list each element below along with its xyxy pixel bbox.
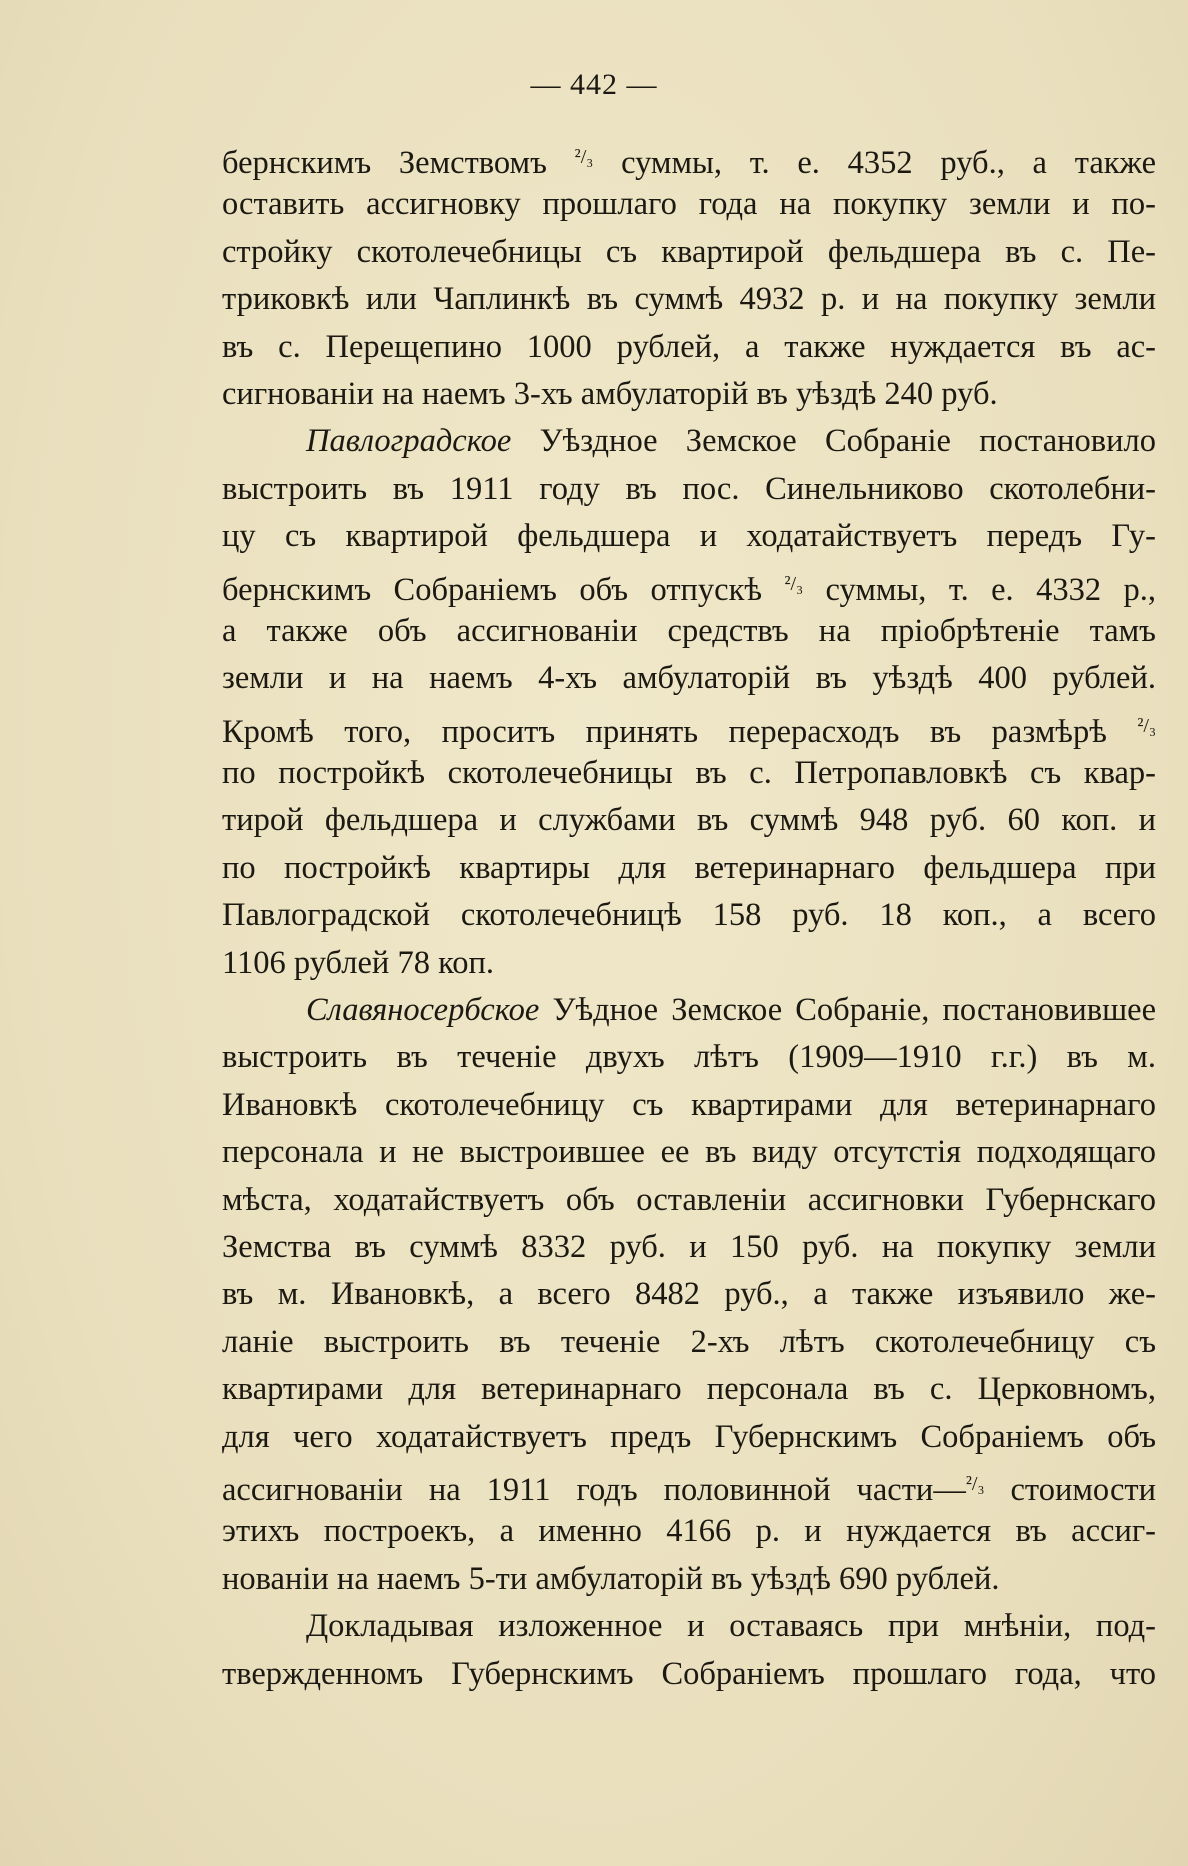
text-run: 1106 рублей 78 коп. <box>222 944 494 981</box>
text-run: нованіи на наемъ 5-ти амбулаторій въ уѣздѣ 690 рублей. <box>222 1560 1000 1597</box>
text-line <box>222 1603 1156 1650</box>
text-run: бернскимъ Земствомъ <box>222 145 575 182</box>
text-line <box>222 561 1156 608</box>
text-run: стоимости <box>984 1472 1156 1508</box>
text-line <box>222 371 1156 418</box>
text-run: суммы, т. е. 4352 руб., а также <box>593 145 1156 182</box>
text-line <box>222 276 1156 323</box>
text-line <box>222 1034 1156 1081</box>
text-run: въ м. Ивановкѣ, а всего 8482 руб., а также изъявило же- <box>222 1276 1156 1313</box>
text-run: цу съ квартирой фельдшера и ходатайствуетъ передъ Гу- <box>222 518 1156 555</box>
text-line <box>222 1319 1156 1366</box>
text-line <box>222 940 1156 987</box>
text-run: оставить ассигновку прошлаго года на покупку земли и по- <box>222 186 1156 223</box>
text-run: этихъ построекъ, а именно 4166 р. и нуждается въ ассиг- <box>222 1513 1156 1550</box>
text-line <box>222 229 1156 276</box>
fraction: ²/₃ <box>574 146 594 168</box>
text-run: по постройкѣ скотолечебницы въ с. Петропавловкѣ съ квар- <box>222 755 1156 792</box>
text-run: Павлоградской скотолечебницѣ 158 руб. 18 коп., а всего <box>222 897 1156 934</box>
text-run: ланіе выстроить въ теченіе 2-хъ лѣтъ скотолечебницу съ <box>222 1323 1156 1360</box>
fraction: ²/₃ <box>965 1472 985 1495</box>
text-line <box>222 134 1156 181</box>
text-line <box>222 1556 1156 1603</box>
text-line <box>222 1129 1156 1176</box>
text-line <box>222 324 1156 371</box>
text-run: по постройкѣ квартиры для ветеринарнаго фельдшера при <box>222 849 1156 886</box>
text-run: для чего ходатайствуетъ предъ Губернскимъ Собраніемъ объ <box>222 1418 1156 1455</box>
text-line <box>222 1224 1156 1271</box>
text-line <box>222 1366 1156 1413</box>
text-line <box>222 987 1156 1034</box>
text-line <box>222 418 1156 465</box>
body-text <box>222 134 1156 1698</box>
text-line <box>222 181 1156 228</box>
text-run: суммы, т. е. 4332 р., <box>803 571 1156 608</box>
text-run: триковкѣ или Чаплинкѣ въ суммѣ 4932 р. и на покупку земли <box>222 281 1156 318</box>
text-run: выстроить въ 1911 году въ пос. Синельниково скотолебни- <box>222 470 1156 507</box>
text-run: Ивановкѣ скотолечебницу съ квартирами для ветеринарнаго <box>222 1086 1156 1123</box>
text-run: ассигнованіи на 1911 годъ половинной части— <box>222 1472 966 1508</box>
page-number: — 442 — <box>530 68 658 101</box>
fraction: ²/₃ <box>1137 714 1156 737</box>
text-run: стройку скотолечебницы съ квартирой фельдшера въ с. Пе- <box>222 233 1156 270</box>
text-line <box>222 1271 1156 1318</box>
text-run: Докладывая изложенное и оставаясь при мнѣніи, под- <box>306 1608 1156 1645</box>
district-name: Павлоградское <box>306 423 512 460</box>
text-run: бернскимъ Собраніемъ объ отпускѣ <box>222 571 785 608</box>
text-run: сигнованіи на наемъ 3-хъ амбулаторій въ уѣздѣ 240 руб. <box>222 375 998 412</box>
text-line <box>222 892 1156 939</box>
text-line <box>222 703 1156 750</box>
text-line <box>222 750 1156 797</box>
fraction: ²/₃ <box>784 572 804 595</box>
text-run: персонала и не выстроившее ее въ виду отсутстія подходящаго <box>222 1134 1156 1171</box>
district-name: Славяносербское <box>306 992 540 1029</box>
text-line <box>222 466 1156 513</box>
text-line <box>222 655 1156 702</box>
text-run: Земства въ суммѣ 8332 руб. и 150 руб. на покупку земли <box>222 1228 1156 1265</box>
text-run: мѣста, ходатайствуетъ объ оставленіи ассигновки Губернскаго <box>222 1181 1156 1218</box>
text-run: тирой фельдшера и службами въ суммѣ 948 руб. 60 коп. и <box>222 802 1156 839</box>
text-line <box>222 845 1156 892</box>
text-line <box>222 608 1156 655</box>
text-run: а также объ ассигнованіи средствъ на пріобрѣтеніе тамъ <box>222 612 1156 649</box>
text-line <box>222 1508 1156 1555</box>
text-run: Уѣздное Земское Собраніе постановило <box>511 423 1156 460</box>
text-line <box>222 1651 1156 1698</box>
text-line <box>222 797 1156 844</box>
text-line <box>222 1414 1156 1461</box>
text-run: выстроить въ теченіе двухъ лѣтъ (1909—1910 г.г.) въ м. <box>222 1039 1156 1076</box>
text-line <box>222 513 1156 560</box>
text-run: въ с. Перещепино 1000 рублей, а также нуждается въ ас- <box>222 328 1156 365</box>
text-run: Кромѣ того, проситъ принять перерасходъ въ размѣрѣ <box>222 713 1138 750</box>
text-line <box>222 1082 1156 1129</box>
text-line <box>222 1461 1156 1508</box>
text-run: Уѣдное Земское Собраніе, постановившее <box>539 992 1156 1029</box>
text-line <box>222 1177 1156 1224</box>
text-run: твержденномъ Губернскимъ Собраніемъ прошлаго года, что <box>222 1655 1156 1692</box>
text-run: земли и на наемъ 4-хъ амбулаторій въ уѣздѣ 400 рублей. <box>222 660 1156 697</box>
text-run: квартирами для ветеринарнаго персонала въ с. Церковномъ, <box>222 1371 1156 1408</box>
